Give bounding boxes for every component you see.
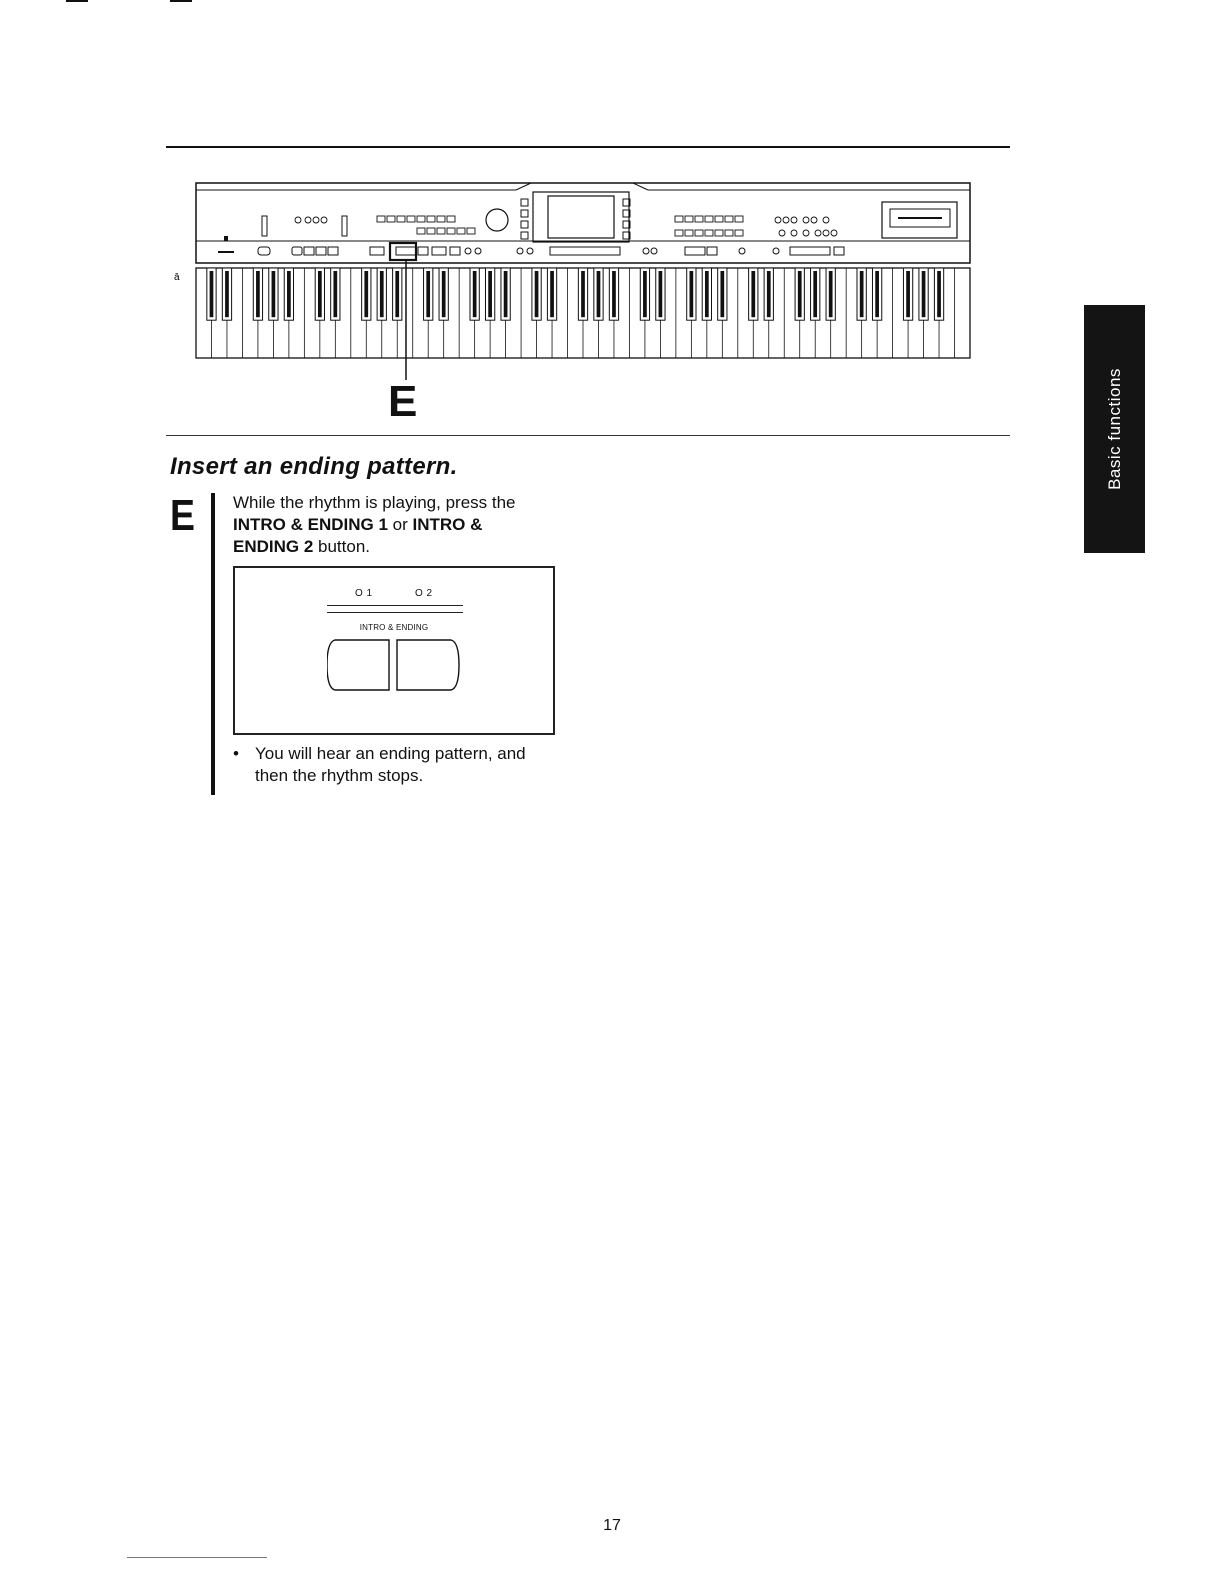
instruction-part: While the rhythm is playing, press the (233, 493, 516, 512)
side-tab-label: Basic functions (1104, 368, 1124, 490)
led-1-label: O 1 (355, 588, 373, 599)
black-key-shade (256, 271, 260, 317)
black-key-shade (210, 271, 214, 317)
black-key-shade (473, 271, 477, 317)
black-key-shade (426, 271, 430, 317)
black-key-shade (690, 271, 694, 317)
section-heading: Insert an ending pattern. (170, 453, 458, 480)
black-key-shade (272, 271, 276, 317)
scan-mark (66, 0, 88, 2)
black-key-shade (581, 271, 585, 317)
keyboard-illustration (170, 180, 980, 380)
led-2-label: O 2 (415, 588, 433, 599)
black-key-shade (333, 271, 337, 317)
scan-mark (170, 0, 192, 2)
black-key-shade (612, 271, 616, 317)
keyboard-keys (196, 268, 970, 358)
black-key-shade (380, 271, 384, 317)
black-key-shade (318, 271, 322, 317)
black-key-shade (798, 271, 802, 317)
bullet: • (233, 744, 239, 763)
note (233, 743, 553, 787)
intro-ending-2-label: INTRO & ENDING 2 (233, 515, 483, 556)
intro-ending-buttons (327, 636, 467, 694)
intro-ending-2-button[interactable] (397, 640, 459, 690)
black-key-shade (751, 271, 755, 317)
instruction-text (233, 492, 553, 558)
black-key-shade (225, 271, 229, 317)
intro-ending-panel (233, 566, 555, 735)
black-key-shade (488, 271, 492, 317)
black-key-shade (875, 271, 879, 317)
black-key-shade (705, 271, 709, 317)
black-key-shade (597, 271, 601, 317)
black-key-shade (535, 271, 539, 317)
black-key-shade (922, 271, 926, 317)
black-key-shade (720, 271, 724, 317)
page-number: 17 (603, 1517, 621, 1534)
intro-ending-1-button[interactable] (327, 640, 389, 690)
black-key-shade (659, 271, 663, 317)
intro-ending-1-label: INTRO & ENDING 1 (233, 515, 388, 534)
black-key-shade (287, 271, 291, 317)
footer-line (127, 1557, 267, 1558)
step-letter: E (170, 491, 195, 540)
top-rule (166, 146, 1010, 148)
divider (327, 612, 463, 613)
control-panel (196, 183, 970, 263)
black-key-shade (860, 271, 864, 317)
black-key-shade (395, 271, 399, 317)
black-key-shade (643, 271, 647, 317)
black-key-shade (829, 271, 833, 317)
section-rule (166, 435, 1010, 436)
divider (327, 605, 463, 606)
side-tab (1084, 305, 1145, 553)
black-key-shade (937, 271, 941, 317)
black-key-shade (550, 271, 554, 317)
intro-ending-group-label: INTRO & ENDING (359, 623, 429, 632)
black-key-shade (364, 271, 368, 317)
step-bar (211, 493, 215, 795)
black-key-shade (442, 271, 446, 317)
instruction-part: or (387, 515, 413, 534)
black-key-shade (767, 271, 771, 317)
svg-text:ā: ā (174, 272, 180, 283)
black-key-shade (813, 271, 817, 317)
figure-step-letter: E (388, 377, 418, 426)
black-key-shade (906, 271, 910, 317)
instruction-part: button. (313, 537, 371, 556)
note-text: You will hear an ending pattern, and then the rhythm stops. (255, 744, 526, 785)
black-key-shade (504, 271, 508, 317)
